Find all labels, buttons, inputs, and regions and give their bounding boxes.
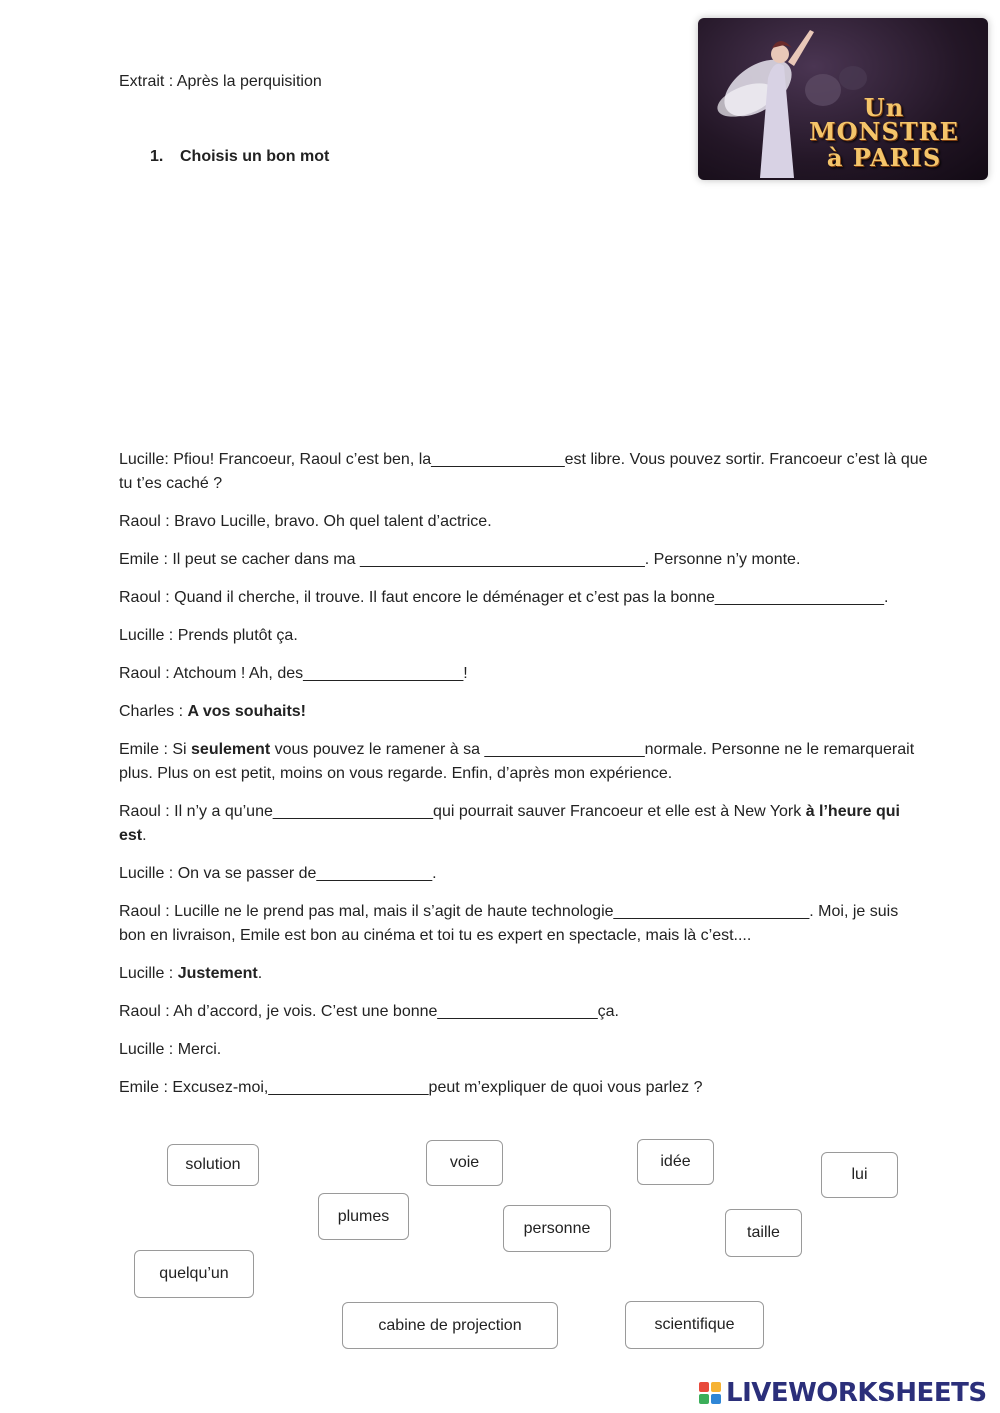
word-chip-scientifique[interactable]: scientifique	[625, 1301, 764, 1349]
dialogue-line: Lucille : Prends plutôt ça.	[119, 627, 298, 644]
movie-poster-image	[698, 18, 988, 180]
dialogue-line: Raoul : Bravo Lucille, bravo. Oh quel talent d’actrice.	[119, 513, 492, 530]
dialogue-line: Charles : A vos souhaits!	[119, 703, 307, 720]
answer-blank[interactable]: __________________	[268, 1079, 429, 1096]
exercise-label: Choisis un bon mot	[180, 148, 330, 165]
answer-blank[interactable]: __________________	[437, 1003, 598, 1020]
dialogue-line: Raoul : Quand il cherche, il trouve. Il faut encore le déménager et c’est pas la bonne___________________.	[119, 589, 889, 606]
word-chip-plumes[interactable]: plumes	[318, 1193, 409, 1240]
answer-blank[interactable]: __________________	[484, 741, 645, 758]
word-chip-quelquun[interactable]: quelqu’un	[134, 1250, 254, 1298]
dialogue-line: Emile : Excusez-moi,__________________peut m’expliquer de quoi vous parlez ?	[119, 1079, 703, 1096]
word-chip-voie[interactable]: voie	[426, 1140, 503, 1186]
dialogue-line: Lucille : Merci.	[119, 1041, 222, 1058]
answer-blank[interactable]: _____________	[316, 865, 433, 882]
dialogue-line: Raoul : Ah d’accord, je vois. C’est une bonne__________________ça.	[119, 1003, 619, 1020]
word-chip-cabine-de-projection[interactable]: cabine de projection	[342, 1302, 558, 1349]
dialogue-line: Lucille : Justement.	[119, 965, 263, 982]
answer-blank[interactable]: _______________	[431, 451, 565, 468]
dialogue-line: Raoul : Atchoum ! Ah, des__________________!	[119, 665, 468, 682]
answer-blank[interactable]: ______________________	[613, 903, 810, 920]
excerpt-title: Extrait : Après la perquisition	[119, 73, 322, 90]
dialogue-line: Raoul : Il n’y a qu’une__________________qui pourrait sauver Francoeur et elle est à New York à l’heure qui est.	[119, 803, 900, 844]
dialogue-line: Lucille : On va se passer de_____________.	[119, 865, 437, 882]
exercise-title	[150, 148, 329, 166]
answer-blank[interactable]: ___________________	[714, 589, 884, 606]
answer-blank[interactable]: __________________	[272, 803, 434, 820]
liveworksheets-logo	[699, 1376, 987, 1410]
word-chip-lui[interactable]: lui	[821, 1152, 898, 1198]
answer-blank[interactable]: ________________________________	[360, 551, 645, 568]
dialogue-line: Emile : Il peut se cacher dans ma ________________________________. Personne n’y monte.	[119, 551, 801, 568]
word-chip-personne[interactable]: personne	[503, 1205, 611, 1252]
word-chip-idee[interactable]: idée	[637, 1139, 714, 1185]
exercise-number: 1.	[150, 148, 164, 165]
liveworksheets-logo-icon	[699, 1382, 721, 1404]
dialogue-line: Emile : Si seulement vous pouvez le ramener à sa __________________normale. Personne ne le remarquerait plus. Plus on est petit, moins on vous regarde. Enfin, d’après mon expérience.	[119, 741, 915, 782]
liveworksheets-brand-text: LIVEWORKSHEETS	[726, 1378, 987, 1408]
dialogue-text	[119, 448, 929, 1114]
poster-logo: Un MONSTRE à PARIS	[809, 93, 959, 172]
answer-blank[interactable]: __________________	[303, 665, 464, 682]
dialogue-line: Lucille: Pfiou! Francoeur, Raoul c’est ben, la_______________est libre. Vous pouvez sortir. Francoeur c’est là que tu t’es caché ?	[119, 451, 928, 492]
word-chip-solution[interactable]: solution	[167, 1144, 259, 1186]
dialogue-line: Raoul : Lucille ne le prend pas mal, mais il s’agit de haute technologie______________________. Moi, je suis bon en livraison, Emile est bon au cinéma et toi tu es expert en spectacle, mais là c’est....	[119, 903, 899, 944]
word-chip-taille[interactable]: taille	[725, 1209, 802, 1257]
